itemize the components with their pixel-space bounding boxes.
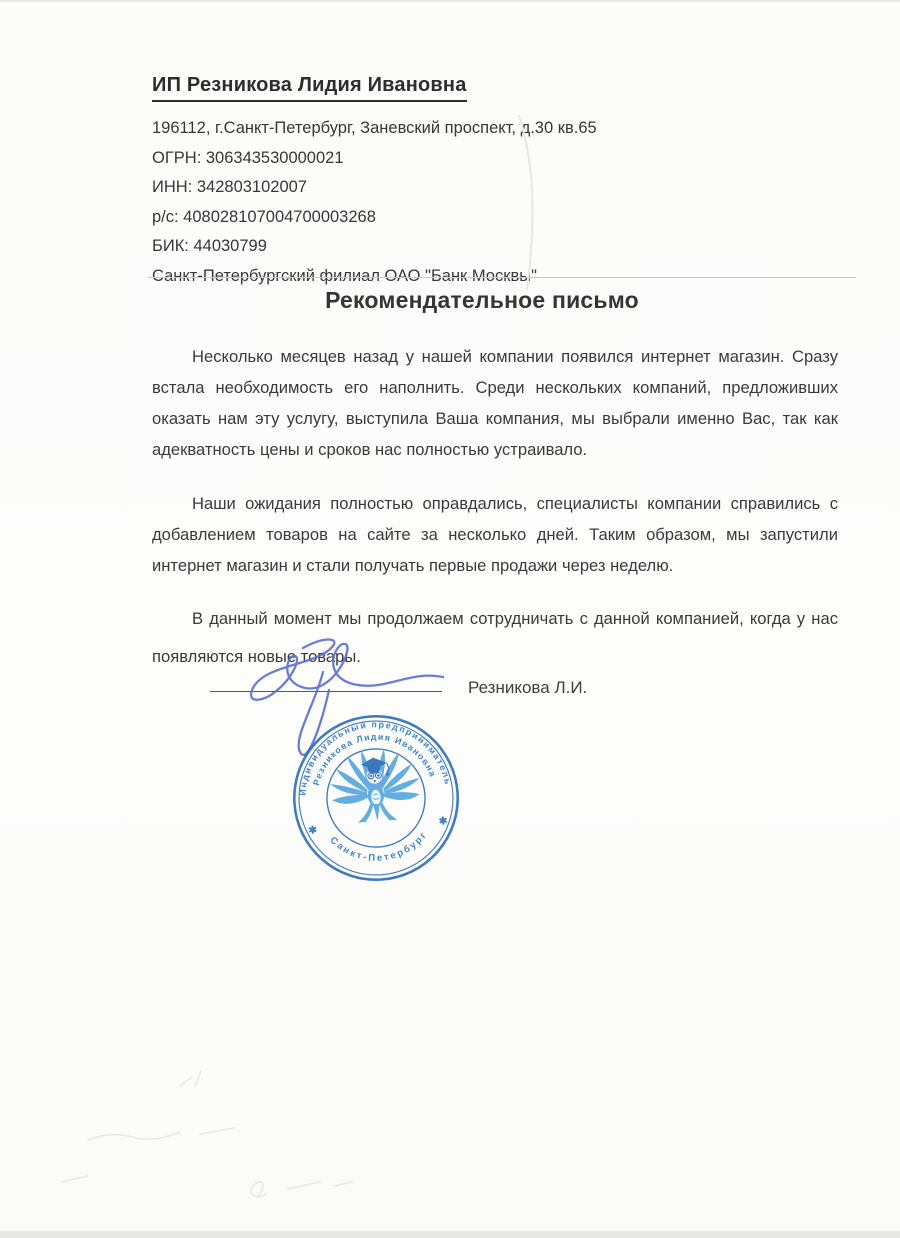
letterhead	[152, 74, 852, 291]
stamp-star-right-icon: ✱	[438, 816, 448, 828]
ogrn-line: ОГРН: 306343530000021	[152, 148, 344, 167]
letter-body	[152, 341, 838, 676]
horizontal-rule	[148, 277, 856, 278]
stamp-star-left-icon: ✱	[308, 825, 318, 837]
stamp-name-arc-text: Резникова Лидия Ивановна	[311, 731, 439, 787]
paragraph-1: Несколько месяцев назад у нашей компании появился интернет магазин. Сразу встала необходимость его наполнить. Среди нескольких компаний, предложивших оказать нам эту услугу, выступила Ваша компания, мы выбрали именно Вас, так как адекватность цены и сроков нас полностью устраивало.	[152, 347, 838, 459]
letterhead-details	[152, 114, 852, 291]
signature-line	[210, 691, 442, 692]
letter-title: Рекомендательное письмо	[325, 287, 639, 313]
paragraph-3: В данный момент мы продолжаем сотрудничать с данной компанией, когда у нас появляются новые товары.	[152, 609, 838, 666]
owl-emblem-icon	[328, 747, 422, 824]
account-line: р/с: 408028107004700003268	[152, 207, 376, 226]
address-line: 196112, г.Санкт-Петербург, Заневский проспект, д.30 кв.65	[152, 119, 597, 137]
company-stamp	[284, 706, 468, 890]
bank-line: Санкт-Петербургский филиал ОАО "Банк Москвы"	[152, 266, 537, 285]
scan-edge-bottom	[0, 1231, 900, 1238]
stamp-city-arc-text: Санкт-Петербург	[327, 828, 431, 864]
inn-line: ИНН: 342803102007	[152, 178, 307, 196]
stamp-outer-arc-text: Индивидуальный предприниматель	[297, 719, 454, 797]
entrepreneur-name: ИП Резникова Лидия Ивановна	[152, 74, 467, 102]
scan-edge-top	[0, 0, 900, 2]
bik-line: БИК: 44030799	[152, 237, 267, 255]
paragraph-2: Наши ожидания полностью оправдались, специалисты компании справились с добавлением товаров на сайте за несколько дней. Таким образом, мы запустили интернет магазин и стали получать первые продажи через неделю.	[152, 494, 838, 575]
signature-name-label: Резникова Л.И.	[468, 678, 588, 697]
